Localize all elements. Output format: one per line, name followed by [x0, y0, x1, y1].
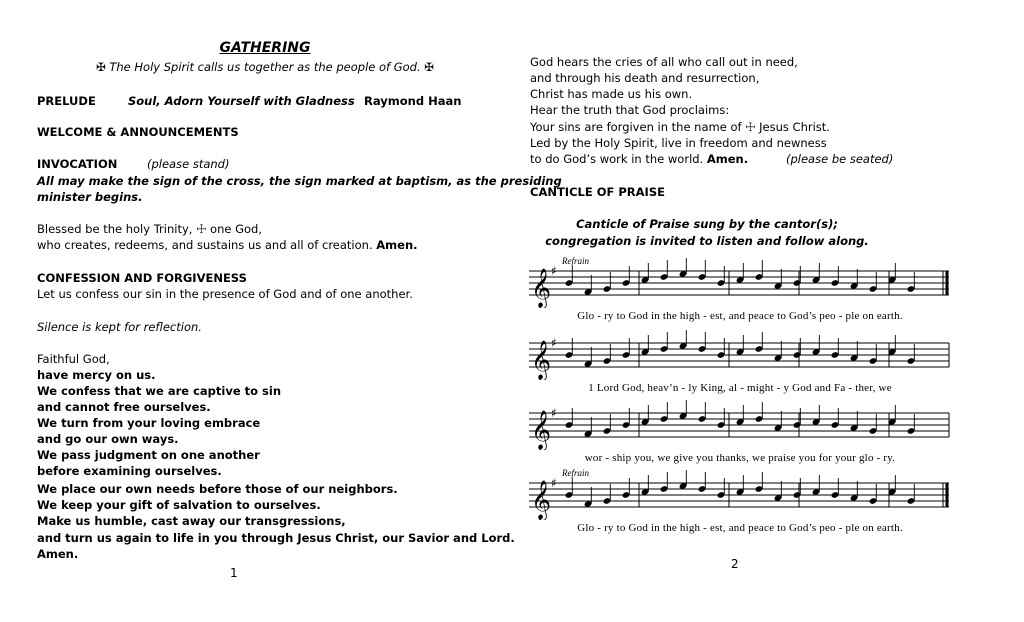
lyrics-line: Glo - ry to God in the high - est, and peace to God’s peo - ple on earth. — [577, 522, 903, 534]
music-staff — [529, 330, 951, 380]
key-signature-sharp-icon: ♯ — [551, 406, 557, 420]
music-staff — [529, 258, 951, 308]
canticle-note-2: congregation is invited to listen and follow along. — [545, 234, 869, 248]
treble-clef-icon: 𝄞 — [531, 410, 552, 450]
key-signature-sharp-icon: ♯ — [551, 476, 557, 490]
absolution-line: and through his death and resurrection, — [530, 71, 760, 85]
confession-line: and turn us again to life in you through Jesus Christ, our Savior and Lord. — [37, 531, 515, 545]
invocation-heading: INVOCATION — [37, 157, 118, 171]
absolution-line: Hear the truth that God proclaims: — [530, 103, 730, 117]
lyrics-line: 1 Lord God, heav’n - ly King, al - might - y God and Fa - ther, we — [588, 382, 892, 394]
confession-line: and cannot free ourselves. — [37, 400, 211, 414]
canticle-note-1: Canticle of Praise sung by the cantor(s); — [576, 217, 838, 231]
confession-line: and go our own ways. — [37, 432, 179, 446]
music-staff — [529, 470, 951, 520]
invocation-line-1: Blessed be the holy Trinity, ☩ one God, — [37, 222, 263, 236]
invocation-line-2 — [37, 237, 418, 253]
confession-line: Make us humble, cast away our transgressions, — [37, 514, 346, 528]
absolution-instruction: (please be seated) — [786, 152, 894, 166]
confession-silence: Silence is kept for reflection. — [37, 320, 202, 334]
confession-line: We keep your gift of salvation to ourselves. — [37, 498, 321, 512]
canticle-heading: CANTICLE OF PRAISE — [530, 185, 665, 199]
confession-line: before examining ourselves. — [37, 464, 222, 478]
invocation-amen: Amen. — [376, 238, 418, 252]
invocation-rubric-2: minister begins. — [37, 190, 143, 204]
page-number-right: 2 — [731, 557, 739, 571]
music-staff — [529, 400, 951, 450]
absolution-last-text: to do God’s work in the world. — [530, 152, 704, 166]
page-number-left: 1 — [230, 566, 238, 580]
absolution-line: Led by the Holy Spirit, live in freedom and newness — [530, 136, 827, 150]
lyrics-line: Glo - ry to God in the high - est, and peace to God’s peo - ple on earth. — [577, 310, 903, 322]
confession-line: have mercy on us. — [37, 368, 156, 382]
absolution-last-line — [530, 151, 748, 167]
invocation-rubric-1: All may make the sign of the cross, the sign marked at baptism, as the presiding — [37, 174, 562, 188]
treble-clef-icon: 𝄞 — [531, 340, 552, 380]
treble-clef-icon: 𝄞 — [531, 268, 552, 308]
confession-amen: Amen. — [37, 547, 79, 561]
confession-intro: Let us confess our sin in the presence of God and of one another. — [37, 287, 413, 301]
music-staff-row-1 — [529, 258, 951, 333]
invocation-instruction: (please stand) — [147, 157, 230, 171]
absolution-line: God hears the cries of all who call out in need, — [530, 55, 798, 69]
refrain-label: Refrain — [562, 468, 589, 478]
section-subtitle: ✠ The Holy Spirit calls us together as the people of God. ✠ — [96, 60, 434, 74]
absolution-line: Your sins are forgiven in the name of ☩ Jesus Christ. — [530, 120, 830, 134]
absolution-amen: Amen. — [706, 152, 749, 166]
prelude-piece: Soul, Adorn Yourself with Gladness — [128, 94, 355, 108]
key-signature-sharp-icon: ♯ — [551, 336, 557, 350]
prelude-composer: Raymond Haan — [364, 94, 462, 108]
music-staff-row-2 — [529, 330, 951, 405]
treble-clef-icon: 𝄞 — [531, 480, 552, 520]
confession-heading: CONFESSION AND FORGIVENESS — [37, 271, 247, 285]
music-staff-row-3 — [529, 400, 951, 475]
section-title: GATHERING — [219, 40, 311, 56]
confession-line: We confess that we are captive to sin — [37, 384, 282, 398]
absolution-line: Christ has made us his own. — [530, 87, 693, 101]
refrain-label: Refrain — [562, 256, 589, 266]
confession-opening: Faithful God, — [37, 352, 110, 366]
confession-line: We pass judgment on one another — [37, 448, 260, 462]
confession-line: We place our own needs before those of our neighbors. — [37, 482, 398, 496]
confession-line: We turn from your loving embrace — [37, 416, 261, 430]
invocation-line-2-text: who creates, redeems, and sustains us and all of creation. — [37, 238, 373, 252]
music-staff-row-4 — [529, 470, 951, 545]
key-signature-sharp-icon: ♯ — [551, 264, 557, 278]
prelude-label: PRELUDE — [37, 94, 96, 108]
welcome-heading: WELCOME & ANNOUNCEMENTS — [37, 125, 239, 139]
lyrics-line: wor - ship you, we give you thanks, we praise you for your glo - ry. — [584, 452, 896, 464]
